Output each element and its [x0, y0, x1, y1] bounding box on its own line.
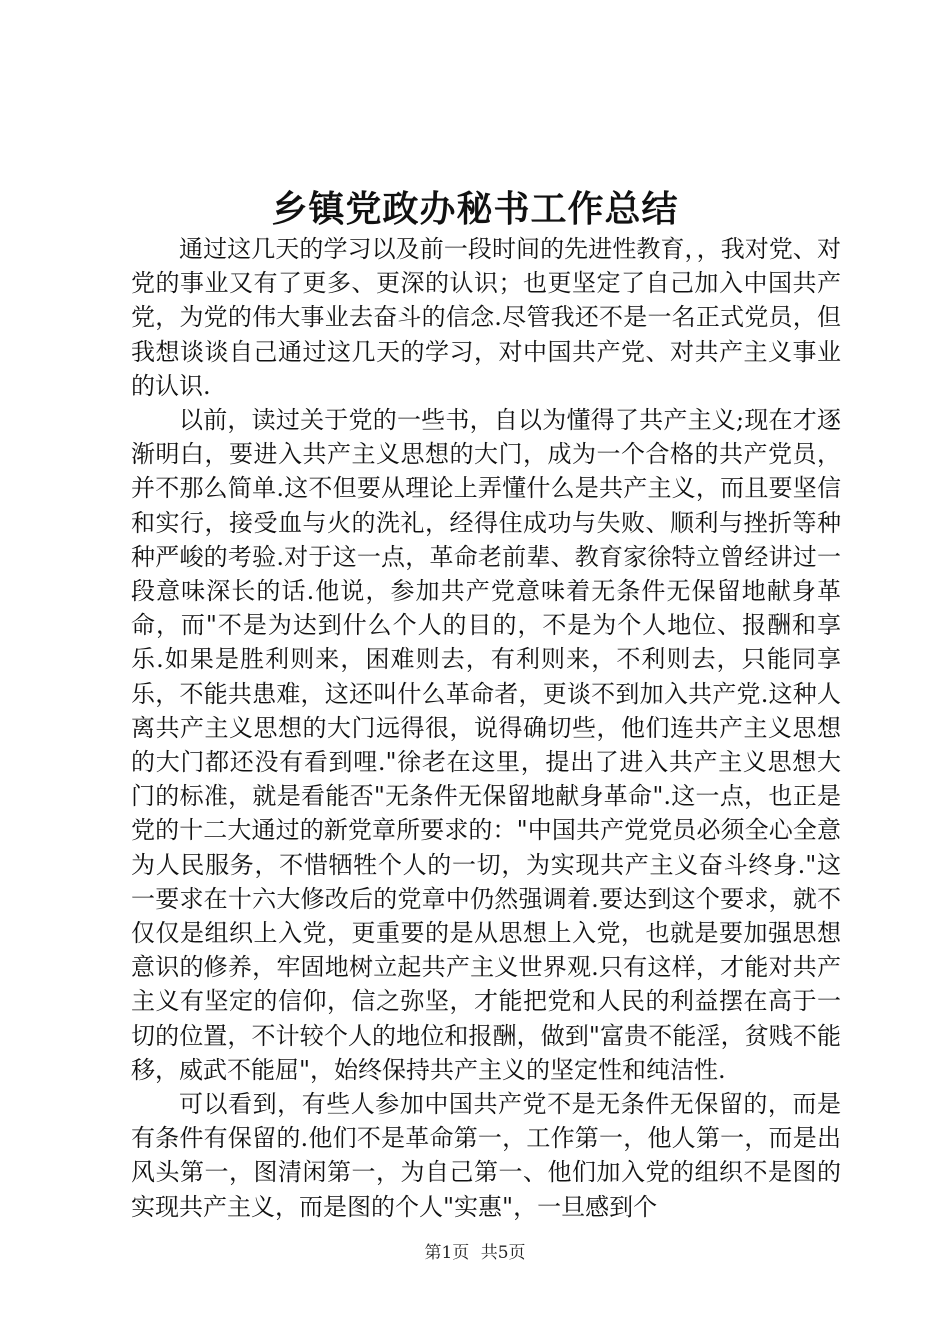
page-total: 共5页 — [480, 1243, 526, 1263]
document-title: 乡镇党政办秘书工作总结 — [271, 188, 679, 230]
paragraph-3: 可以看到，有些人参加中国共产党不是无条件无保留的，而是有条件有保留的.他们不是革命第一，工作第一，他人第一，而是出风头第一，图清闲第一，为自己第一、他们加入党的组织不是图的实现共产主义，而是图的个人"实惠"，一旦感到个 — [131, 1090, 841, 1221]
page-footer — [0, 1241, 950, 1265]
paragraph-1: 通过这几天的学习以及前一段时间的先进性教育，，我对党、对党的事业又有了更多、更深的认识；也更坚定了自己加入中国共产党，为党的伟大事业去奋斗的信念.尽管我还不是一名正式党员，但我想谈谈自己通过这几天的学习，对中国共产党、对共产主义事业的认识. — [131, 235, 841, 400]
paragraph-2: 以前，读过关于党的一些书，自以为懂得了共产主义;现在才逐渐明白，要进入共产主义思想的大门，成为一个合格的共产党员，并不那么简单.这不但要从理论上弄懂什么是共产主义，而且要坚信和实行，接受血与火的洗礼，经得住成功与失败、顺利与挫折等种种严峻的考验.对于这一点，革命老前辈、教育家徐特立曾经讲过一段意味深长的话.他说，参加共产党意味着无条件无保留地献身革命，而"不是为达到什么个人的目的，不是为个人地位、报酬和享乐.如果是胜利则来，困难则去，有利则来，不利则去，只能同享乐，不能共患难，这还叫什么革命者，更谈不到加入共产党.这种人离共产主义思想的大门远得很，说得确切些，他们连共产主义思想的大门都还没有看到哩."徐老在这里，提出了进入共产主义思想大门的标准，就是看能否"无条件无保留地献身革命".这一点，也正是党的十二大通过的新党章所要求的："中国共产党党员必须全心全意为人民服务，不惜牺牲个人的一切，为实现共产主义奋斗终身."这一要求在十六大修改后的党章中仍然强调着.要达到这个要求，就不仅仅是组织上入党，更重要的是从思想上入党，也就是要加强思想意识的修养，牢固地树立起共产主义世界观.只有这样，才能对共产主义有坚定的信仰，信之弥坚，才能把党和人民的利益摆在高于一切的位置，不计较个人的地位和报酬，做到"富贵不能淫，贫贱不能移，威武不能屈"，始终保持共产主义的坚定性和纯洁性. — [131, 406, 841, 1084]
page-number: 第1页 — [424, 1243, 470, 1263]
document-body — [131, 232, 841, 1224]
